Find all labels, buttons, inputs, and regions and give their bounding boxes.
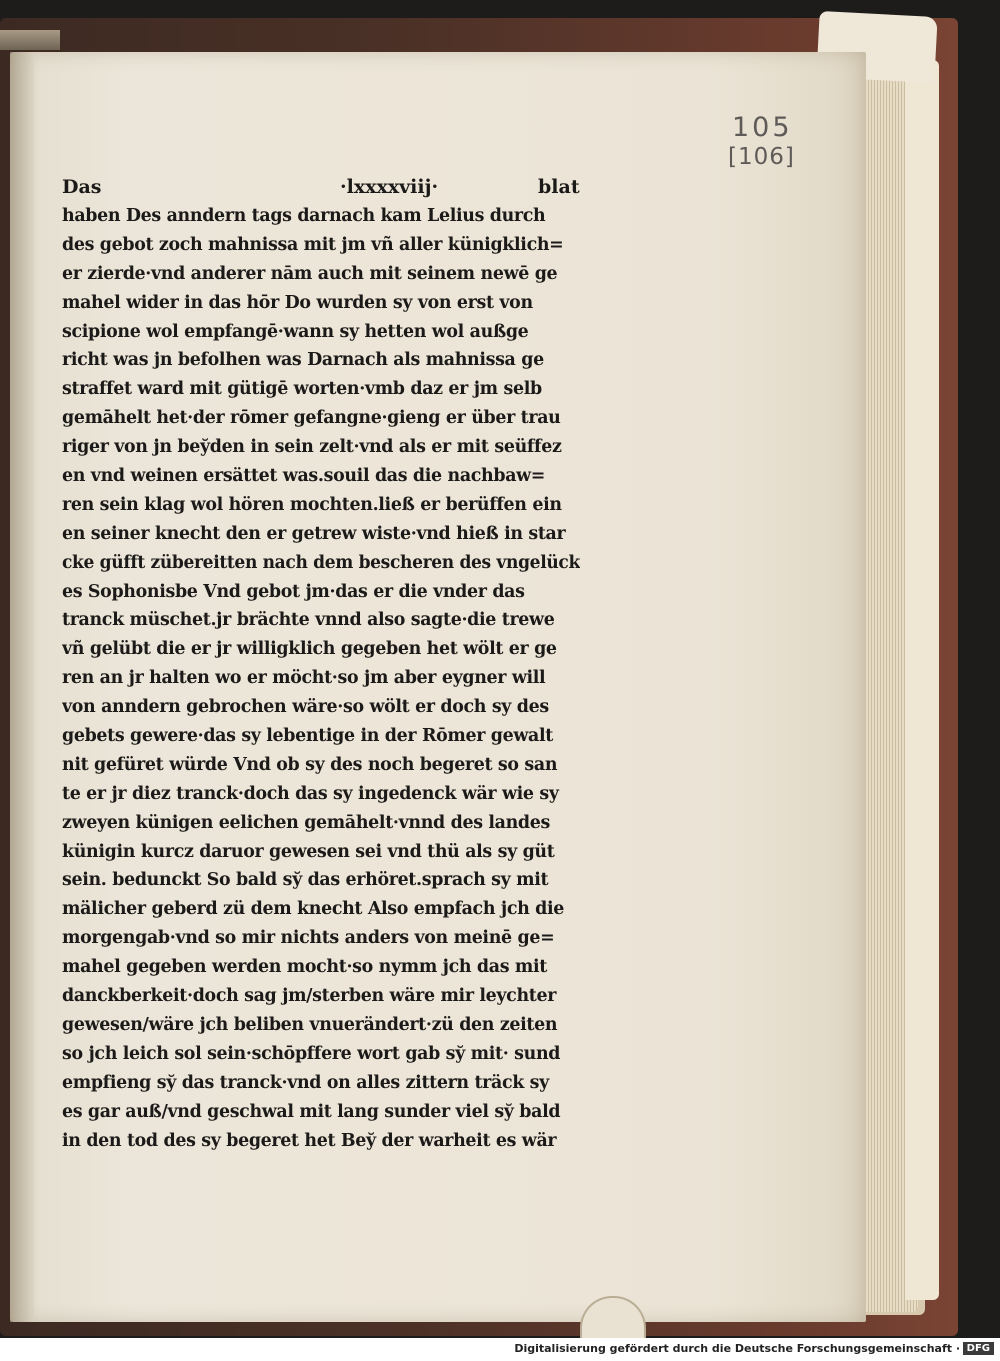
text-line: en vnd weinen ersättet was.souil das die nachbaw= bbox=[62, 466, 546, 487]
text-line: en seiner knecht den er getrew wiste·vnd hieß in star bbox=[62, 523, 566, 544]
text-line: haben Des anndern tags darnach kam Lelius durch bbox=[62, 206, 546, 226]
running-header bbox=[62, 172, 582, 202]
dfg-logo: DFG bbox=[963, 1342, 994, 1355]
text-line: scipione wol empfangē·wann sy hetten wol außge bbox=[62, 321, 529, 342]
text-line: danckberkeit·doch sag jm/sterben wäre mir leychter bbox=[62, 986, 557, 1007]
text-line: von anndern gebrochen wäre·so wölt er doch sy des bbox=[62, 697, 549, 718]
text-line: gebets gewere·das sy lebentige in der Rōmer gewalt bbox=[62, 726, 553, 747]
text-line: straffet ward mit gütigē worten·vmb daz er jm selb bbox=[62, 379, 542, 400]
header-right: blat bbox=[538, 176, 580, 198]
text-line: empfieng sy̆ das tranck·vnd on alles zittern träck sy bbox=[62, 1072, 549, 1093]
text-line: mälicher geberd zü dem knecht Also empfach jch die bbox=[62, 899, 564, 920]
header-left: Das bbox=[62, 176, 102, 198]
text-line: es gar auß/vnd geschwal mit lang sunder viel sy̆ bald bbox=[62, 1101, 561, 1122]
text-line: ren sein klag wol hören mochten.ließ er berüffen ein bbox=[62, 494, 562, 515]
text-block bbox=[62, 172, 582, 1155]
text-line: er zierde·vnd anderer nām auch mit seinem newē ge bbox=[62, 263, 558, 284]
folio-bracket-number: [106] bbox=[728, 144, 795, 170]
text-line: gemāhelt het·der rōmer gefangne·gieng er über trau bbox=[62, 408, 561, 429]
shelfmark bbox=[728, 112, 818, 174]
text-line: richt was jn befolhen was Darnach als mahnissa ge bbox=[62, 350, 544, 371]
text-line: nit gefüret würde Vnd ob sy des noch begeret so san bbox=[62, 754, 558, 775]
text-line: gewesen/wäre jch beliben vnuerändert·zü den zeiten bbox=[62, 1014, 558, 1035]
text-line: sein. bedunckt So bald sy̆ das erhöret.sprach sy mit bbox=[62, 870, 549, 891]
text-line: tranck müschet.jr brächte vnnd also sagte·die trewe bbox=[62, 610, 555, 631]
text-line: zweyen künigen eelichen gemāhelt·vnnd des landes bbox=[62, 812, 550, 833]
page-edges-outer bbox=[905, 60, 939, 1300]
spine-band bbox=[0, 30, 60, 50]
page-gutter bbox=[10, 52, 34, 1322]
text-line: mahel gegeben werden mocht·so nymm jch das mit bbox=[62, 957, 547, 978]
text-line: des gebot zoch mahnissa mit jm vñ aller künigklich= bbox=[62, 234, 564, 255]
text-line: es Sophonisbe Vnd gebot jm·das er die vnder das bbox=[62, 581, 525, 602]
text-line: mahel wider in das hōr Do wurden sy von erst von bbox=[62, 292, 533, 313]
text-line: in den tod des sy begeret het Bey̆ der warheit es wär bbox=[62, 1130, 557, 1151]
text-line: künigin kurcz daruor gewesen sei vnd thü als sy güt bbox=[62, 841, 555, 862]
text-line: riger von jn bey̆den in sein zelt·vnd als er mit seüffez bbox=[62, 437, 562, 458]
text-line: morgengab·vnd so mir nichts anders von meinē ge= bbox=[62, 928, 555, 949]
text-line: te er jr diez tranck·doch das sy ingedenck wär wie sy bbox=[62, 783, 559, 804]
header-folio: ·lxxxxviij· bbox=[340, 176, 439, 198]
text-line: ren an jr halten wo er möcht·so jm aber eygner will bbox=[62, 668, 546, 689]
text-line: cke güfft zübereitten nach dem bescheren des vngelück bbox=[62, 552, 580, 573]
text-line: so jch leich sol sein·schōpffere wort gab sy̆ mit· sund bbox=[62, 1043, 561, 1064]
folio-number: 105 bbox=[732, 112, 793, 143]
text-lines bbox=[62, 202, 582, 1155]
digitization-credit bbox=[0, 1338, 1000, 1361]
credit-text: Digitalisierung gefördert durch die Deutsche Forschungsgemeinschaft · bbox=[514, 1342, 960, 1355]
text-line: vñ gelübt die er jr willigklich gegeben het wölt er ge bbox=[62, 639, 557, 660]
